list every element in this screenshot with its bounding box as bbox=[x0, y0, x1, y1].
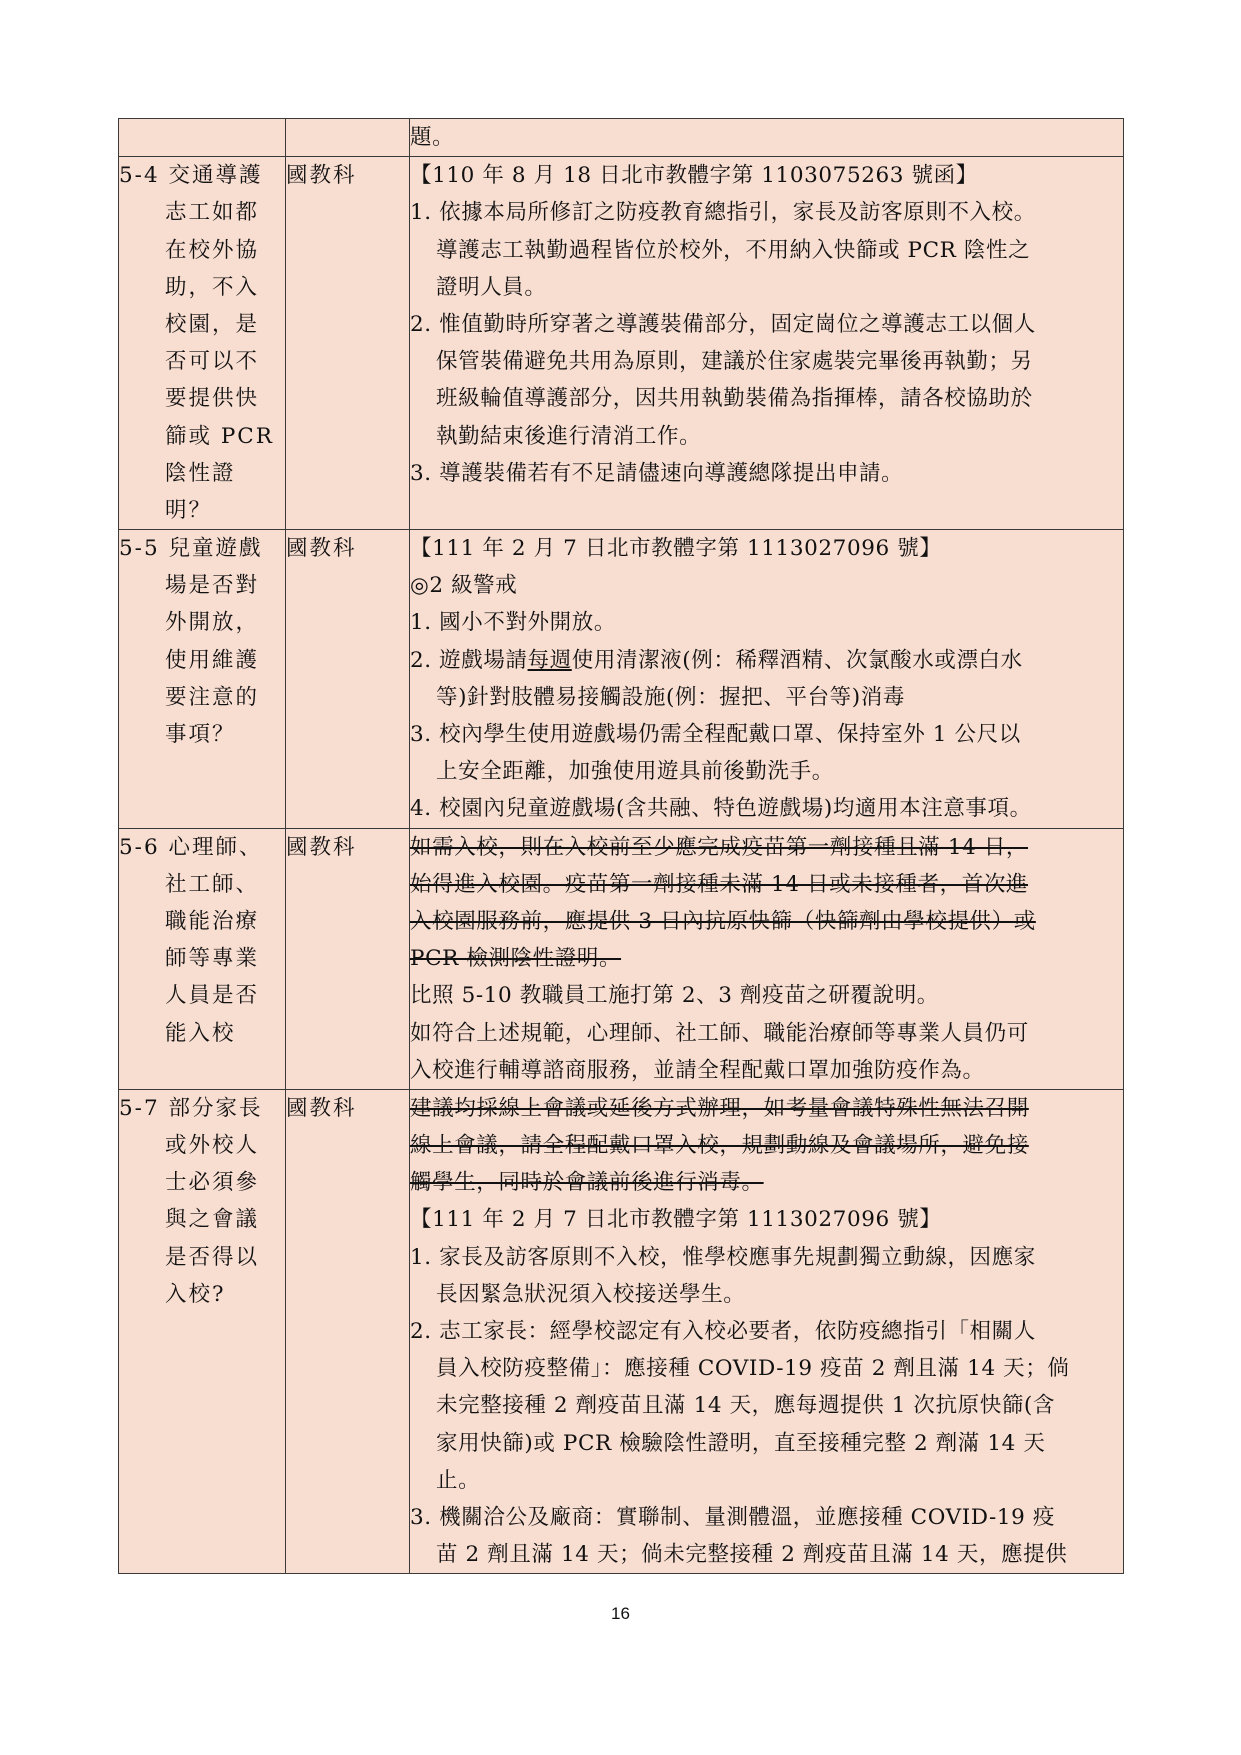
answer-line: 3. 機關洽公及廠商：實聯制、量測體溫，並應接種 COVID-19 疫 bbox=[410, 1504, 1055, 1530]
answer-line: 家用快篩)或 PCR 檢驗陰性證明，直至接種完整 2 劑滿 14 天 bbox=[436, 1430, 1046, 1456]
answer-cell bbox=[410, 119, 1124, 157]
answer-reference: 【110 年 8 月 18 日北市教體字第 1103075263 號函】 bbox=[410, 163, 978, 189]
answer-line: 2. 志工家長：經學校認定有入校必要者，依防疫總指引「相關人 bbox=[410, 1319, 1036, 1344]
question-line: 事項？ bbox=[165, 722, 236, 747]
question-line: 5-4 交通導護 bbox=[119, 163, 263, 189]
answer-cell bbox=[410, 1089, 1124, 1573]
answer-line: 執勤結束後進行清消工作。 bbox=[436, 423, 702, 449]
unit-label: 國教科 bbox=[286, 834, 357, 860]
question-line: 外開放， bbox=[165, 610, 260, 636]
answer-line: 長因緊急狀況須入校接送學生。 bbox=[436, 1281, 746, 1307]
answer-line: 2. 惟值勤時所穿著之導護裝備部分，固定崗位之導護志工以個人 bbox=[410, 311, 1036, 337]
answer-cell bbox=[410, 828, 1124, 1089]
answer-reference: 【111 年 2 月 7 日北市教體字第 1113027096 號】 bbox=[410, 536, 942, 562]
question-line: 校園，是 bbox=[165, 311, 260, 337]
struck-line: 建議均採線上會議或延後方式辦理，如考量會議特殊性無法召開 bbox=[410, 1095, 1029, 1121]
question-cell bbox=[119, 157, 286, 530]
unit-cell bbox=[286, 157, 410, 530]
table-row-5-4 bbox=[119, 157, 1124, 530]
question-line: 要注意的 bbox=[165, 684, 260, 710]
table-row-5-5 bbox=[119, 530, 1124, 829]
faq-table bbox=[118, 118, 1124, 1574]
question-line: 5-5 兒童遊戲 bbox=[119, 536, 263, 562]
question-cell bbox=[119, 1089, 286, 1573]
question-line: 5-7 部分家長 bbox=[119, 1095, 263, 1121]
question-cell bbox=[119, 828, 286, 1089]
alert-level: ◎2 級警戒 bbox=[410, 573, 518, 599]
question-line: 志工如都 bbox=[165, 200, 260, 226]
answer-line: 如符合上述規範，心理師、社工師、職能治療師等專業人員仍可 bbox=[410, 1020, 1029, 1046]
table-row-continuation bbox=[119, 119, 1124, 157]
question-line: 師等專業 bbox=[165, 946, 260, 972]
question-cell bbox=[119, 530, 286, 829]
answer-cell bbox=[410, 530, 1124, 829]
struck-line: 如需入校，則在入校前至少應完成疫苗第一劑接種且滿 14 日， bbox=[410, 834, 1029, 860]
unit-label: 國教科 bbox=[286, 536, 357, 562]
unit-label: 國教科 bbox=[286, 1095, 357, 1121]
unit-cell bbox=[286, 1089, 410, 1573]
answer-line: 1. 依據本局所修訂之防疫教育總指引，家長及訪客原則不入校。 bbox=[410, 200, 1036, 226]
question-line: 陰性證 bbox=[165, 460, 236, 486]
question-cell bbox=[119, 119, 286, 157]
answer-line: 上安全距離，加強使用遊具前後勤洗手。 bbox=[436, 759, 834, 785]
question-line: 使用維護 bbox=[165, 647, 260, 673]
answer-text: 使用清潔液(例：稀釋酒精、次氯酸水或漂白水 bbox=[571, 647, 1023, 673]
question-line: 士必須參 bbox=[165, 1170, 260, 1196]
unit-cell bbox=[286, 530, 410, 829]
question-line: 否可以不 bbox=[165, 349, 260, 375]
question-line: 與之會議 bbox=[165, 1207, 260, 1233]
question-line: 在校外協 bbox=[165, 237, 260, 263]
question-line: 要提供快 bbox=[165, 386, 260, 412]
answer-line: 入校進行輔導諮商服務，並請全程配戴口罩加強防疫作為。 bbox=[410, 1057, 985, 1083]
question-line: 是否得以 bbox=[165, 1244, 260, 1270]
answer-cell bbox=[410, 157, 1124, 530]
answer-reference: 【111 年 2 月 7 日北市教體字第 1113027096 號】 bbox=[410, 1207, 942, 1233]
question-line: 能入校 bbox=[165, 1020, 236, 1046]
unit-cell bbox=[286, 119, 410, 157]
answer-line: 3. 校內學生使用遊戲場仍需全程配戴口罩、保持室外 1 公尺以 bbox=[410, 722, 1021, 747]
answer-line: 員入校防疫整備」：應接種 COVID-19 疫苗 2 劑且滿 14 天；倘 bbox=[436, 1356, 1070, 1382]
answer-line: 班級輪值導護部分，因共用執勤裝備為指揮棒，請各校協助於 bbox=[436, 386, 1033, 412]
answer-line: 止。 bbox=[436, 1467, 481, 1493]
underlined-text: 每週 bbox=[527, 647, 572, 673]
answer-line: 1. 國小不對外開放。 bbox=[410, 610, 616, 636]
struck-line: 始得進入校園。疫苗第一劑接種未滿 14 日或未接種者，首次進 bbox=[410, 871, 1029, 897]
unit-cell bbox=[286, 828, 410, 1089]
answer-line: 題。 bbox=[410, 125, 455, 150]
struck-line: 入校園服務前，應提供 3 日內抗原快篩（快篩劑由學校提供）或 bbox=[410, 908, 1036, 934]
unit-label: 國教科 bbox=[286, 163, 357, 189]
answer-line: 苗 2 劑且滿 14 天；倘未完整接種 2 劑疫苗且滿 14 天，應提供 bbox=[436, 1542, 1068, 1568]
question-line: 明？ bbox=[165, 497, 213, 523]
page-number: 16 bbox=[611, 1604, 630, 1623]
answer-text: 2. 遊戲場請 bbox=[410, 647, 528, 673]
question-line: 職能治療 bbox=[165, 908, 260, 934]
struck-line: PCR 檢測陰性證明。 bbox=[410, 946, 622, 972]
table-row-5-6 bbox=[119, 828, 1124, 1089]
question-line: 篩或 PCR bbox=[165, 423, 274, 449]
answer-line: 導護志工執勤過程皆位於校外，不用納入快篩或 PCR 陰性之 bbox=[436, 237, 1031, 263]
answer-line: 3. 導護裝備若有不足請儘速向導護總隊提出申請。 bbox=[410, 460, 904, 486]
question-line: 場是否對 bbox=[165, 573, 260, 599]
answer-line: 4. 校園內兒童遊戲場(含共融、特色遊戲場)均適用本注意事項。 bbox=[410, 796, 1032, 822]
table-row-5-7 bbox=[119, 1089, 1124, 1573]
answer-line: 未完整接種 2 劑疫苗且滿 14 天，應每週提供 1 次抗原快篩(含 bbox=[436, 1393, 1056, 1419]
question-line: 或外校人 bbox=[165, 1133, 260, 1159]
question-line: 入校? bbox=[165, 1281, 226, 1307]
answer-line: 證明人員。 bbox=[436, 274, 547, 300]
answer-line: 等)針對肢體易接觸設施(例：握把、平台等)消毒 bbox=[436, 684, 905, 710]
answer-line: 1. 家長及訪客原則不入校，惟學校應事先規劃獨立動線，因應家 bbox=[410, 1244, 1036, 1270]
answer-line bbox=[410, 642, 1123, 679]
question-line: 5-6 心理師、 bbox=[119, 834, 263, 860]
question-line: 社工師、 bbox=[165, 871, 260, 897]
struck-line: 觸學生，同時於會議前後進行消毒。 bbox=[410, 1170, 764, 1196]
answer-line: 比照 5-10 教職員工施打第 2、3 劑疫苗之研覆說明。 bbox=[410, 983, 939, 1009]
question-line: 助，不入 bbox=[165, 274, 260, 300]
question-line: 人員是否 bbox=[165, 983, 260, 1009]
answer-line: 保管裝備避免共用為原則，建議於住家處裝完畢後再執勤；另 bbox=[436, 349, 1033, 375]
struck-line: 線上會議，請全程配戴口罩入校，規劃動線及會議場所，避免接 bbox=[410, 1133, 1029, 1159]
